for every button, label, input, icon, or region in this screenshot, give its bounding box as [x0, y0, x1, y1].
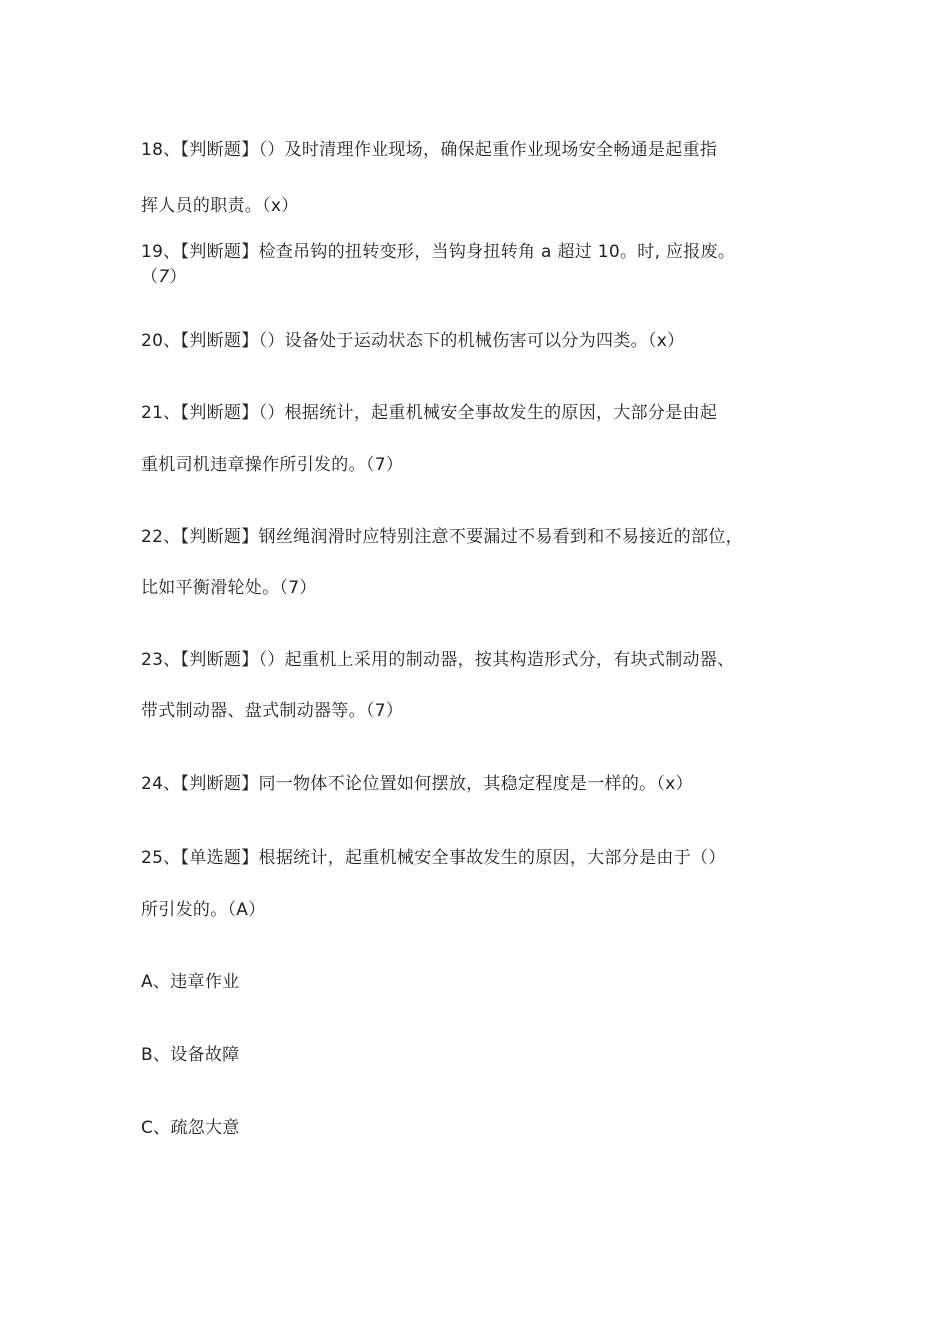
q25-line-1: 25、【单选题】根据统计，起重机械安全事故发生的原因，大部分是由于（）	[141, 848, 726, 868]
q19-answer: 7	[158, 267, 170, 287]
q18-line-2: 挥人员的职责。（x）	[141, 196, 299, 216]
q23-line-2: 带式制动器、盘式制动器等。（7）	[141, 701, 404, 721]
q21-line-1: 21、【判断题】（）根据统计，起重机械安全事故发生的原因，大部分是由起	[141, 403, 718, 423]
q19-answer-open: （	[141, 267, 159, 287]
q24-line-1: 24、【判断题】同一物体不论位置如何摆放，其稳定程度是一样的。（x）	[141, 774, 693, 794]
q22-line-1: 22、【判断题】钢丝绳润滑时应特别注意不要漏过不易看到和不易接近的部位，	[141, 527, 743, 547]
q25-option-a: A、违章作业	[141, 972, 240, 992]
q25-line-2: 所引发的。（A）	[141, 900, 266, 920]
q19-answer-close: ）	[169, 267, 187, 287]
q19-line-2	[141, 266, 187, 288]
q19-line-1: 19、【判断题】检查吊钩的扭转变形，当钩身扭转角 a 超过 10。时, 应报废。	[141, 242, 736, 262]
q22-line-2: 比如平衡滑轮处。（7）	[141, 578, 317, 598]
q21-line-2: 重机司机违章操作所引发的。（7）	[141, 455, 404, 475]
q18-line-1: 18、【判断题】（）及时清理作业现场，确保起重作业现场安全畅通是起重指	[141, 140, 718, 160]
q23-line-1: 23、【判断题】（）起重机上采用的制动器，按其构造形式分，有块式制动器、	[141, 650, 735, 670]
q25-option-c: C、疏忽大意	[141, 1118, 240, 1138]
q20-line-1: 20、【判断题】（）设备处于运动状态下的机械伤害可以分为四类。（x）	[141, 331, 685, 351]
q25-option-b: B、设备故障	[141, 1045, 240, 1065]
